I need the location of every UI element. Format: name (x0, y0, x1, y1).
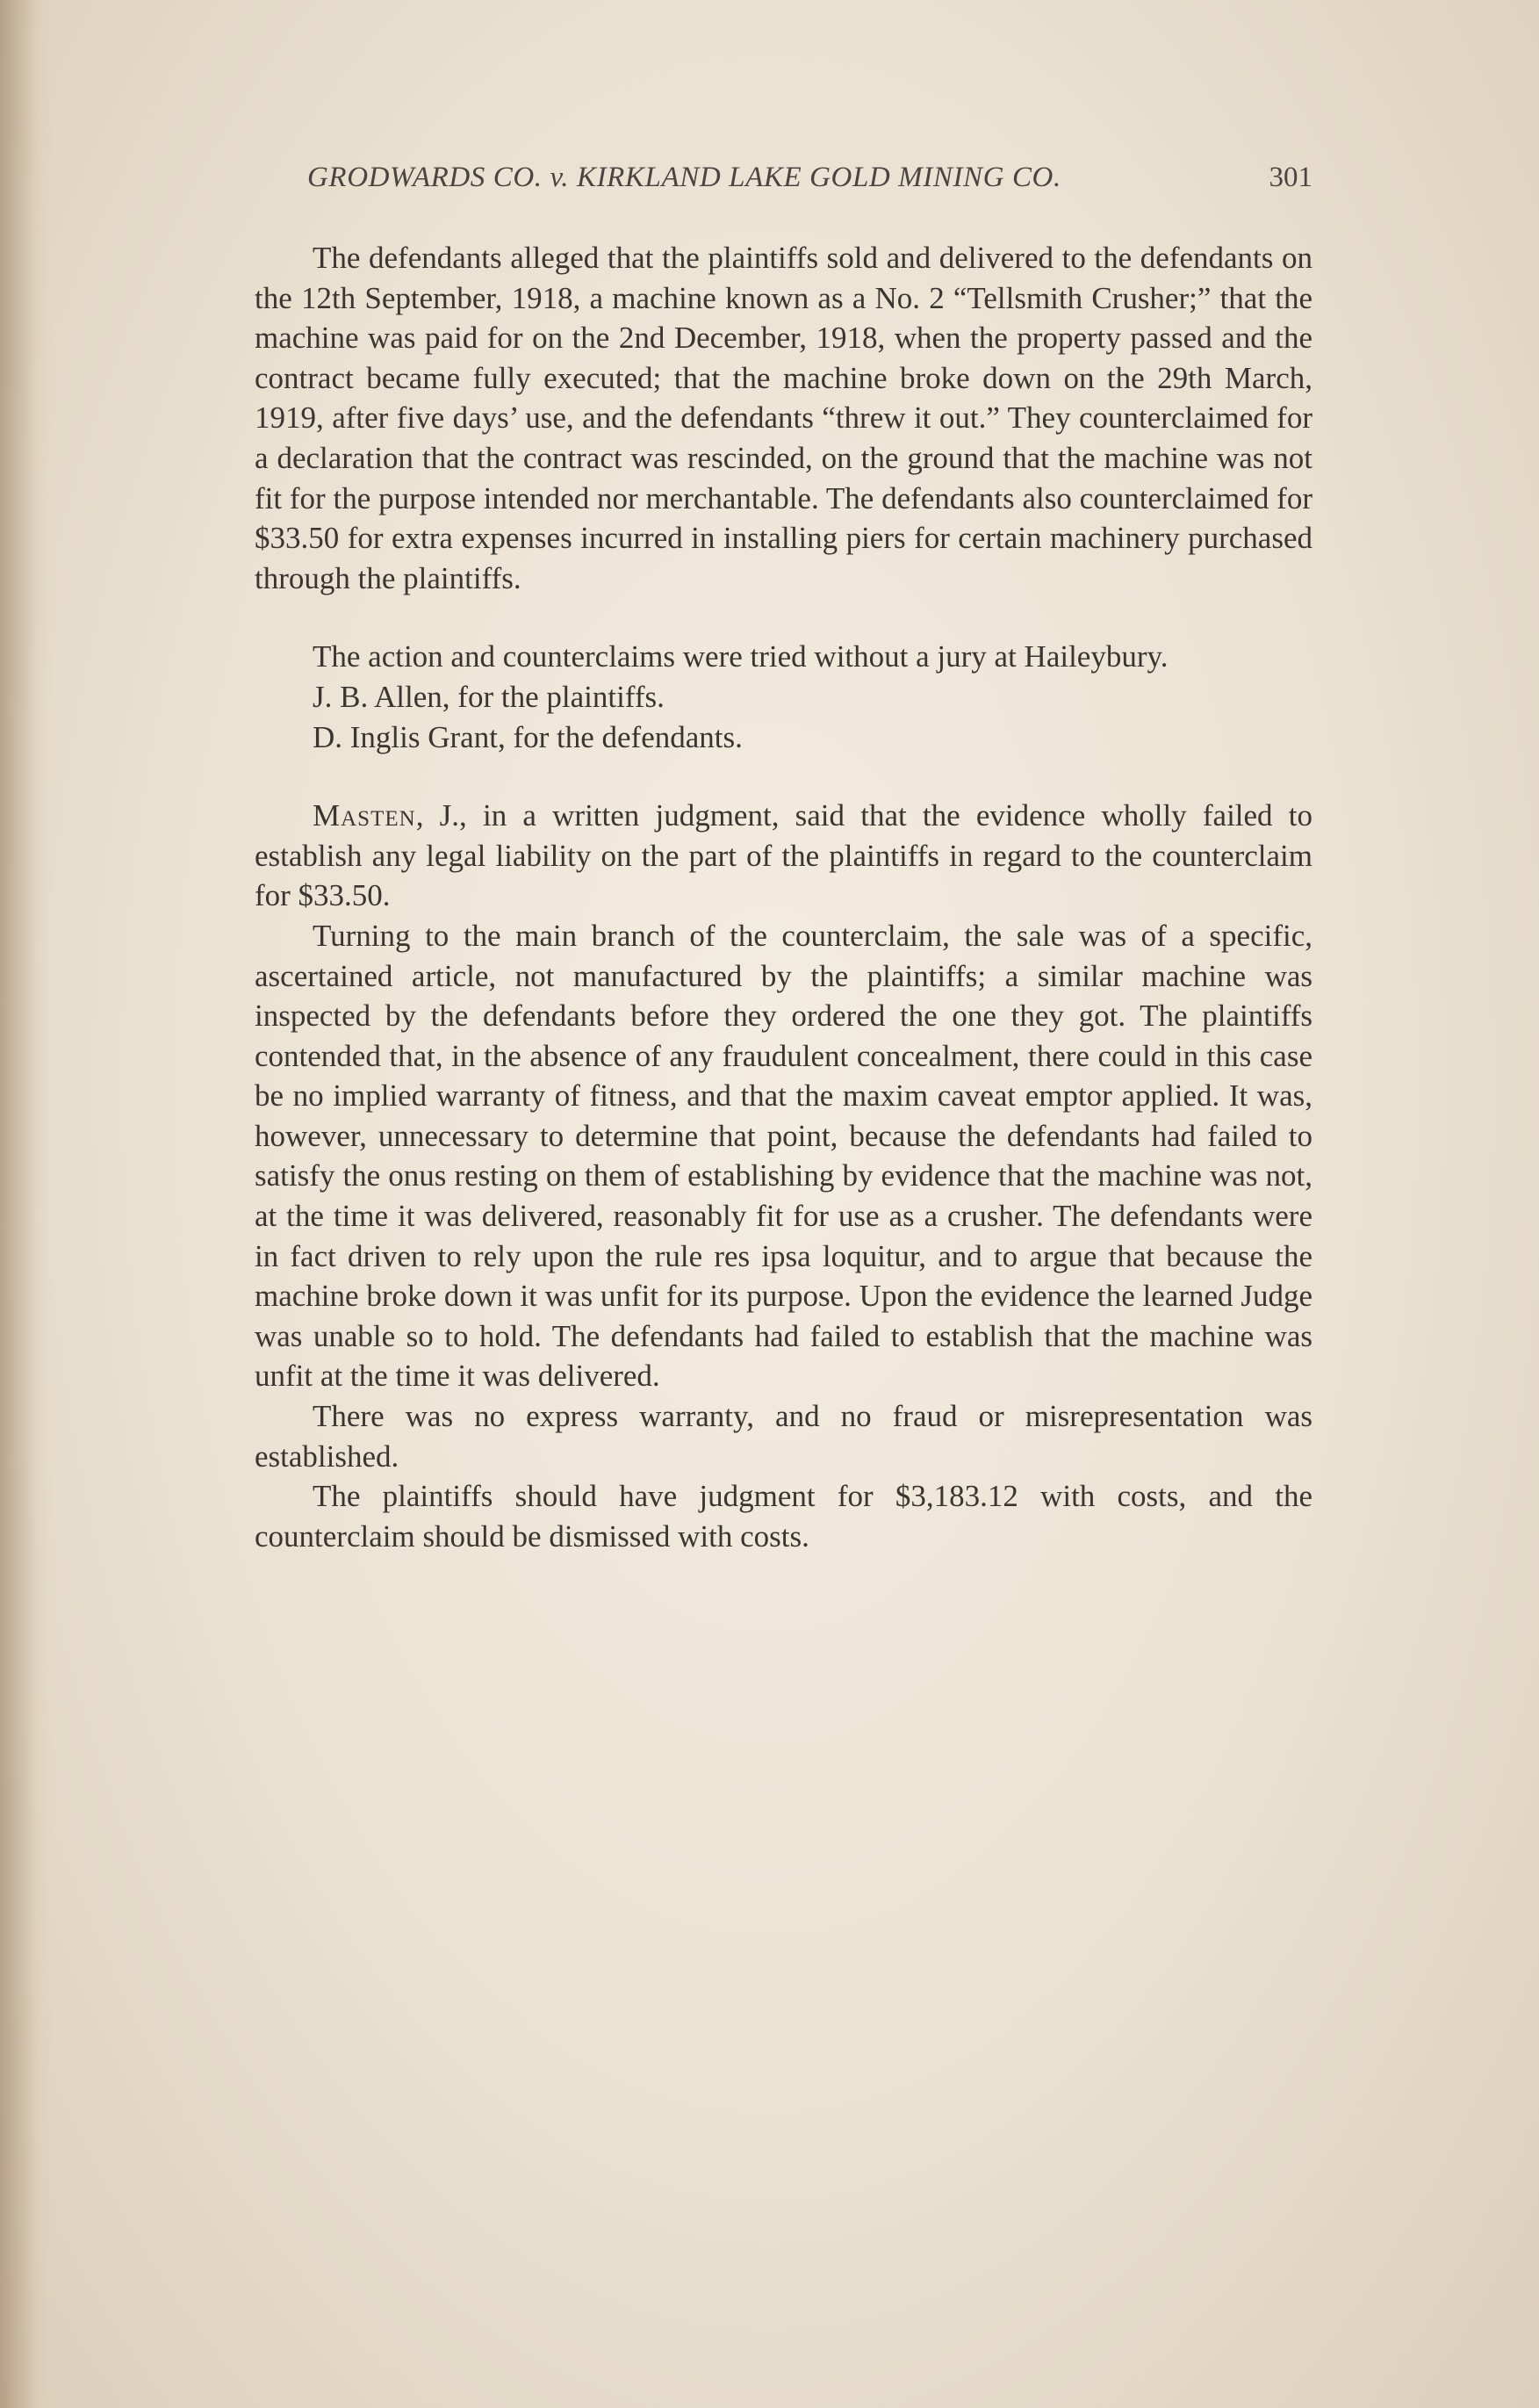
paragraph-judgment-intro (255, 796, 1312, 916)
spine-shadow (0, 0, 53, 2408)
paragraph-disposition: The plaintiffs should have judgment for $3,183.12 with costs, and the counterclaim should be dismissed with costs. (255, 1479, 1312, 1554)
paragraph-main-counterclaim: Turning to the main branch of the counterclaim, the sale was of a specific, ascertained article, not manufactured by the plaintiffs; a similar machine was inspected by the defendants before they ordered the one they got. The plaintiffs contended that, in the absence of any fraudulent concealment, there could in this case be no implied warranty of fitness, and that the maxim caveat emptor applied. It was, however, unnecessary to determine that point, because the defendants had failed to satisfy the onus resting on them of establishing by evidence that the machine was not, at the time it was delivered, reasonably fit for use as a crusher. The defendants were in fact driven to rely upon the rule res ipsa loquitur, and to argue that because the machine broke down it was unfit for its purpose. Upon the evidence the learned Judge was unable so to hold. The defendants had failed to establish that the machine was unfit at the time it was delivered. (255, 918, 1312, 1394)
counsel-defendants: D. Inglis Grant, for the defendants. (313, 719, 743, 754)
paragraph-gap (255, 598, 1312, 637)
page-number: 301 (1269, 162, 1312, 193)
paragraph-allegations: The defendants alleged that the plaintiffs sold and delivered to the defendants on the 12th September, 1918, a machine known as a No. 2 “Tellsmith Crusher;” that the machine was paid for on the 2nd December, 1918, when the property passed and the contract became fully executed; that the machine broke down on the 29th March, 1919, after five days’ use, and the defendants “threw it out.” They counterclaimed for a declaration that the contract was rescinded, on the ground that the machine was not fit for the purpose intended nor merchantable. The defendants also counterclaimed for $33.50 for extra expenses incurred in installing piers for certain machinery purchased through the plaintiffs. (255, 241, 1312, 595)
running-title: GRODWARDS CO. v. KIRKLAND LAKE GOLD MINING CO. (307, 162, 1061, 193)
judge-name: Masten (313, 798, 416, 833)
paragraph-no-warranty: There was no express warranty, and no fraud or misrepresentation was established. (255, 1399, 1312, 1474)
counsel-plaintiffs: J. B. Allen, for the plaintiffs. (313, 679, 665, 714)
text-block (255, 149, 1312, 1556)
paragraph-trial: The action and counterclaims were tried without a jury at Haileybury. (313, 639, 1169, 674)
running-head (307, 162, 1312, 194)
judgment-intro-text: , J., in a written judgment, said that the evidence wholly failed to establish any legal liability on the part of the plaintiffs in regard to the counterclaim for $33.50. (255, 798, 1312, 913)
paragraph-gap (255, 757, 1312, 796)
